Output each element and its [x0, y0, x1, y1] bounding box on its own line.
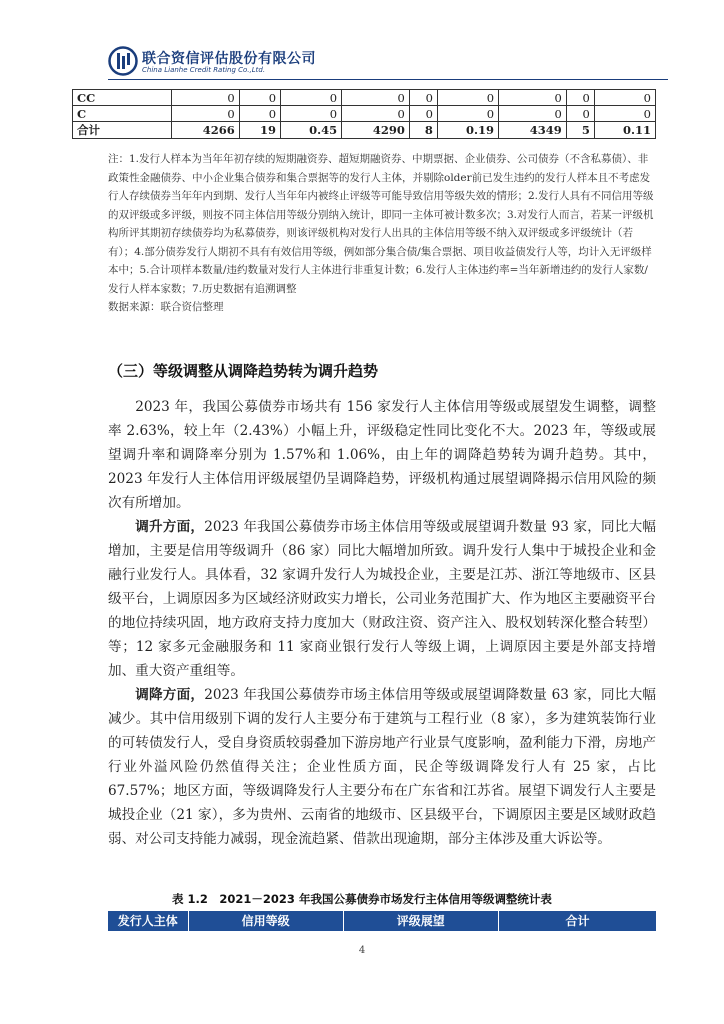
table-cell: 0 [342, 106, 410, 122]
table-cell: 4266 [172, 122, 240, 139]
table-cell: 0 [409, 106, 437, 122]
company-name-cn: 联合资信评估股份有限公司 [142, 51, 316, 67]
table-cell: 0.19 [437, 122, 498, 139]
company-name-en: China Lianhe Credit Rating Co.,Ltd. [142, 66, 266, 74]
header-issuer: 发行人主体 [108, 911, 189, 931]
header-total: 合计 [565, 914, 590, 928]
table-cell: 8 [409, 122, 437, 139]
table-cell: 0.45 [281, 122, 342, 139]
table-cell: 0 [437, 106, 498, 122]
page-header [108, 46, 668, 84]
row-label: 合计 [73, 122, 172, 139]
page-number: 4 [358, 945, 366, 956]
company-logo-icon [108, 46, 138, 76]
table-cell: 0 [342, 90, 410, 106]
section-heading: （三）等级调整从调降趋势转为调升趋势 [108, 362, 379, 380]
default-rate-table [72, 89, 656, 139]
table-cell: 0 [499, 90, 567, 106]
header-credit-rating: 信用等级 [189, 911, 344, 931]
notes-text: 注：1.发行人样本为当年年初存续的短期融资券、超短期融资券、中期票据、企业债券、公司债券（不含私募债）、非政策性金融债券、中小企业集合债券和集合票据等的发行人主体，并剔除older前已发生违约的发行人样本且不考虑发行人存续债券当年年内到期、发行人当年年内被终止评级等可能导致信用等级失效的情形；2.发行人具有不同信用等级的双评级或多评级，则按不同主体信用等级分别纳入统计，即同一主体可被计数多次；3.对发行人而言，若某一评级机构所评其期初存续债券均为私募债券，则该评级机构对发行人出具的主体信用等级不纳入双评级或多评级统计（若有）；4.部分债券发行人期初不具有有效信用等级，例如部分集合债/集合票据、项目收益债发行人等，均计入无评级样本中；5.合计项样本数量/违约数量对发行人主体进行非重复计数；6.发行人主体违约率=当年新增违约的发行人家数/发行人样本家数；7.历史数据有追溯调整 [108, 153, 654, 295]
table-cell: 4349 [499, 122, 567, 139]
table-caption: 表 1.2 2021－2023 年我国公募债券市场发行主体信用等级调整统计表 [172, 892, 552, 906]
table-cell: 0 [239, 90, 280, 106]
table-row [73, 90, 656, 106]
row-label: C [73, 106, 172, 122]
downgrades-text: 2023 年我国公募债券市场主体信用等级或展望调降数量 63 家，同比大幅减少。其中信用级别下调的发行人主要分布于建筑与工程行业（8 家），多为建筑装饰行业的可转债发行人，受自身资质较弱叠加下游房地产行业景气度影响，盈利能力下滑，房地产行业外溢风险仍然值得关注；企业性质方面，民企等级调降发行人有 25 家，占比 67.57%；地区方面，等级调降发行人主要分布在广东省和江苏省。展望下调发行人主要是城投企业（21 家），多为贵州、云南省的地级市、区县级平台，下调原因主要是区域财政趋弱、对公司支持能力减弱，现金流趋紧、借款出现逾期，部分主体涉及重大诉讼等。 [108, 687, 657, 847]
table-total-row [73, 122, 656, 139]
header-rating-outlook: 评级展望 [344, 911, 499, 931]
upgrades-lead: 调升方面， [135, 519, 205, 535]
table-cell: 0.11 [594, 122, 655, 139]
row-label: CC [73, 90, 172, 106]
table-cell: 0 [594, 106, 655, 122]
table-notes [108, 150, 656, 317]
paragraph-upgrades [108, 515, 656, 683]
table-cell: 0 [566, 90, 594, 106]
table-cell: 0 [437, 90, 498, 106]
table-cell: 0 [499, 106, 567, 122]
header-divider [108, 79, 668, 80]
table-cell: 0 [409, 90, 437, 106]
table-row [73, 106, 656, 122]
table-cell: 0 [281, 106, 342, 122]
table-cell: 5 [566, 122, 594, 139]
paragraph-overview: 2023 年，我国公募债券市场共有 156 家发行人主体信用等级或展望发生调整，调整率 2.63%，较上年（2.43%）小幅上升，评级稳定性同比变化不大。2023 年，等级或展望调升率和调降率分别为 1.57%和 1.06%，由上年的调降趋势转为调升趋势。其中，2023 年发行人主体信用评级展望仍呈调降趋势，评级机构通过展望调降揭示信用风险的频次有所增加。 [108, 399, 656, 511]
rating-adjustment-table-header [108, 911, 656, 931]
table-cell: 0 [594, 90, 655, 106]
table-cell: 0 [172, 106, 240, 122]
table-cell: 0 [281, 90, 342, 106]
table-cell: 4290 [342, 122, 410, 139]
body-text [108, 395, 656, 851]
table-cell: 19 [239, 122, 280, 139]
table-cell: 0 [172, 90, 240, 106]
upgrades-text: 2023 年我国公募债券市场主体信用等级或展望调升数量 93 家，同比大幅增加，主要是信用等级调升（86 家）同比大幅增加所致。调升发行人集中于城投企业和金融行业发行人。具体看，32 家调升发行人为城投企业，主要是江苏、浙江等地级市、区县级平台，上调原因多为区域经济财政实力增长，公司业务范围扩大、作为地区主要融资平台的地位持续巩固，地方政府支持力度加大（财政注资、资产注入、股权划转深化整合转型）等；12 家多元金融服务和 11 家商业银行发行人等级上调，上调原因主要是外部支持增加、重大资产重组等。 [108, 519, 657, 679]
table-cell: 0 [239, 106, 280, 122]
table-cell: 0 [566, 106, 594, 122]
paragraph-downgrades [108, 683, 656, 851]
downgrades-lead: 调降方面， [135, 687, 205, 703]
data-source: 数据来源：联合资信整理 [108, 301, 224, 313]
